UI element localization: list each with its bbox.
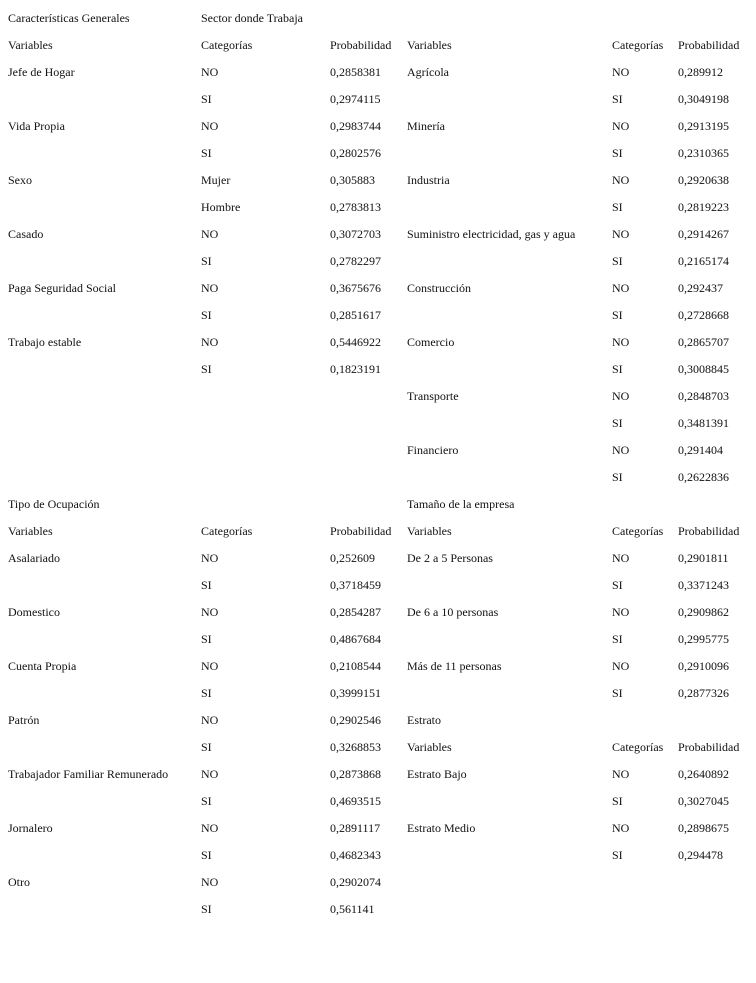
cell-probabilidad: 0,2622836 <box>678 470 729 484</box>
cell-categoria: SI <box>612 794 623 808</box>
cell-categoria: NO <box>201 767 219 781</box>
cell-probabilidad: 0,2802576 <box>330 146 381 160</box>
cell-variable: Minería <box>407 119 445 133</box>
cell-categoria: SI <box>612 416 623 430</box>
cell-probabilidad: 0,3049198 <box>678 92 729 106</box>
cell-categoria: SI <box>612 686 623 700</box>
cell-categoria: SI <box>201 902 212 916</box>
cell-probabilidad: 0,2902074 <box>330 875 381 889</box>
cell-probabilidad: 0,2728668 <box>678 308 729 322</box>
cell-categoria: NO <box>201 821 219 835</box>
cell-variable: Estrato Bajo <box>407 767 467 781</box>
cell-categoria: NO <box>612 389 630 403</box>
cell-probabilidad: 0,2914267 <box>678 227 729 241</box>
cell-probabilidad: 0,5446922 <box>330 335 381 349</box>
cell-probabilidad: 0,3072703 <box>330 227 381 241</box>
header-probabilidad: Probabilidad <box>678 38 740 52</box>
cell-categoria: NO <box>201 551 219 565</box>
cell-probabilidad: 0,2891117 <box>330 821 381 835</box>
cell-probabilidad: 0,2640892 <box>678 767 729 781</box>
header-variables: Variables <box>407 38 452 52</box>
cell-categoria: NO <box>201 281 219 295</box>
cell-probabilidad: 0,2851617 <box>330 308 381 322</box>
cell-categoria: SI <box>201 308 212 322</box>
cell-probabilidad: 0,561141 <box>330 902 375 916</box>
cell-categoria: SI <box>201 794 212 808</box>
cell-variable: Sexo <box>8 173 32 187</box>
cell-categoria: NO <box>201 65 219 79</box>
cell-probabilidad: 0,2854287 <box>330 605 381 619</box>
cell-probabilidad: 0,2165174 <box>678 254 729 268</box>
cell-categoria: NO <box>612 659 630 673</box>
cell-categoria: NO <box>612 335 630 349</box>
cell-probabilidad: 0,2920638 <box>678 173 729 187</box>
cell-probabilidad: 0,3999151 <box>330 686 381 700</box>
cell-probabilidad: 0,2983744 <box>330 119 381 133</box>
cell-variable: Agrícola <box>407 65 449 79</box>
cell-categoria: NO <box>201 713 219 727</box>
cell-probabilidad: 0,305883 <box>330 173 375 187</box>
cell-probabilidad: 0,2865707 <box>678 335 729 349</box>
cell-probabilidad: 0,2898675 <box>678 821 729 835</box>
cell-categoria: SI <box>201 146 212 160</box>
cell-categoria: SI <box>612 308 623 322</box>
cell-categoria: NO <box>612 119 630 133</box>
cell-variable: Suministro electricidad, gas y agua <box>407 227 576 241</box>
cell-categoria: NO <box>612 605 630 619</box>
cell-probabilidad: 0,3008845 <box>678 362 729 376</box>
cell-variable: Domestico <box>8 605 60 619</box>
section-title-tamano-empresa: Tamaño de la empresa <box>407 497 515 511</box>
cell-categoria: SI <box>612 470 623 484</box>
cell-probabilidad: 0,3371243 <box>678 578 729 592</box>
cell-probabilidad: 0,3675676 <box>330 281 381 295</box>
cell-categoria: SI <box>612 632 623 646</box>
cell-probabilidad: 0,2902546 <box>330 713 381 727</box>
header-variables: Variables <box>8 524 53 538</box>
header-variables: Variables <box>407 740 452 754</box>
cell-probabilidad: 0,2877326 <box>678 686 729 700</box>
cell-variable: Financiero <box>407 443 459 457</box>
cell-categoria: Hombre <box>201 200 241 214</box>
cell-probabilidad: 0,2974115 <box>330 92 381 106</box>
cell-probabilidad: 0,2913195 <box>678 119 729 133</box>
header-categorias: Categorías <box>201 38 253 52</box>
cell-categoria: NO <box>612 281 630 295</box>
cell-variable: Vida Propia <box>8 119 65 133</box>
header-variables: Variables <box>407 524 452 538</box>
header-categorias: Categorías <box>201 524 253 538</box>
cell-variable: Construcción <box>407 281 471 295</box>
cell-categoria: NO <box>201 659 219 673</box>
header-probabilidad: Probabilidad <box>330 38 392 52</box>
cell-probabilidad: 0,3268853 <box>330 740 381 754</box>
cell-probabilidad: 0,1823191 <box>330 362 381 376</box>
cell-categoria: SI <box>612 362 623 376</box>
cell-probabilidad: 0,2901811 <box>678 551 729 565</box>
cell-variable: Industria <box>407 173 450 187</box>
cell-variable: Asalariado <box>8 551 60 565</box>
header-probabilidad: Probabilidad <box>678 740 740 754</box>
header-probabilidad: Probabilidad <box>330 524 392 538</box>
cell-probabilidad: 0,292437 <box>678 281 723 295</box>
cell-variable: Trabajador Familiar Remunerado <box>8 767 169 781</box>
header-categorias: Categorías <box>612 524 664 538</box>
cell-categoria: NO <box>612 65 630 79</box>
cell-categoria: SI <box>201 578 212 592</box>
section-title-sector: Sector donde Trabaja <box>201 11 303 25</box>
cell-categoria: SI <box>612 146 623 160</box>
cell-probabilidad: 0,2108544 <box>330 659 381 673</box>
cell-categoria: NO <box>201 605 219 619</box>
cell-categoria: NO <box>201 119 219 133</box>
cell-categoria: SI <box>201 686 212 700</box>
section-title-caracteristicas: Características Generales <box>8 11 130 25</box>
cell-variable: Patrón <box>8 713 40 727</box>
cell-variable: De 2 a 5 Personas <box>407 551 493 565</box>
cell-categoria: SI <box>201 740 212 754</box>
cell-probabilidad: 0,2848703 <box>678 389 729 403</box>
cell-variable: Más de 11 personas <box>407 659 502 673</box>
cell-categoria: SI <box>612 848 623 862</box>
cell-variable: Otro <box>8 875 30 889</box>
cell-categoria: NO <box>612 443 630 457</box>
cell-probabilidad: 0,3718459 <box>330 578 381 592</box>
cell-variable: Casado <box>8 227 44 241</box>
cell-variable: Comercio <box>407 335 455 349</box>
cell-probabilidad: 0,294478 <box>678 848 723 862</box>
cell-categoria: NO <box>612 227 630 241</box>
cell-variable: De 6 a 10 personas <box>407 605 499 619</box>
cell-variable: Cuenta Propia <box>8 659 77 673</box>
cell-categoria: SI <box>612 254 623 268</box>
cell-probabilidad: 0,2819223 <box>678 200 729 214</box>
cell-categoria: SI <box>201 848 212 862</box>
cell-variable: Jornalero <box>8 821 53 835</box>
cell-probabilidad: 0,291404 <box>678 443 723 457</box>
cell-probabilidad: 0,2909862 <box>678 605 729 619</box>
cell-categoria: NO <box>612 551 630 565</box>
cell-probabilidad: 0,2910096 <box>678 659 729 673</box>
cell-probabilidad: 0,2782297 <box>330 254 381 268</box>
cell-variable: Trabajo estable <box>8 335 82 349</box>
cell-probabilidad: 0,4867684 <box>330 632 381 646</box>
cell-categoria: SI <box>201 254 212 268</box>
cell-variable: Transporte <box>407 389 459 403</box>
header-variables: Variables <box>8 38 53 52</box>
cell-categoria: Mujer <box>201 173 231 187</box>
cell-categoria: SI <box>201 362 212 376</box>
section-title-tipo-ocupacion: Tipo de Ocupación <box>8 497 100 511</box>
cell-variable: Estrato Medio <box>407 821 476 835</box>
cell-categoria: NO <box>612 821 630 835</box>
cell-categoria: SI <box>612 200 623 214</box>
cell-categoria: NO <box>201 227 219 241</box>
cell-categoria: SI <box>201 92 212 106</box>
cell-probabilidad: 0,4682343 <box>330 848 381 862</box>
cell-categoria: SI <box>612 92 623 106</box>
header-categorias: Categorías <box>612 38 664 52</box>
cell-probabilidad: 0,252609 <box>330 551 375 565</box>
cell-categoria: SI <box>201 632 212 646</box>
cell-categoria: NO <box>201 875 219 889</box>
cell-probabilidad: 0,2995775 <box>678 632 729 646</box>
header-probabilidad: Probabilidad <box>678 524 740 538</box>
cell-categoria: NO <box>201 335 219 349</box>
cell-probabilidad: 0,3481391 <box>678 416 729 430</box>
cell-probabilidad: 0,4693515 <box>330 794 381 808</box>
cell-probabilidad: 0,2858381 <box>330 65 381 79</box>
cell-probabilidad: 0,2310365 <box>678 146 729 160</box>
cell-categoria: NO <box>612 767 630 781</box>
section-title-estrato: Estrato <box>407 713 441 727</box>
cell-categoria: NO <box>612 173 630 187</box>
cell-variable: Paga Seguridad Social <box>8 281 116 295</box>
cell-variable: Jefe de Hogar <box>8 65 75 79</box>
cell-probabilidad: 0,3027045 <box>678 794 729 808</box>
cell-probabilidad: 0,289912 <box>678 65 723 79</box>
header-categorias: Categorías <box>612 740 664 754</box>
cell-probabilidad: 0,2873868 <box>330 767 381 781</box>
cell-categoria: SI <box>612 578 623 592</box>
cell-probabilidad: 0,2783813 <box>330 200 381 214</box>
